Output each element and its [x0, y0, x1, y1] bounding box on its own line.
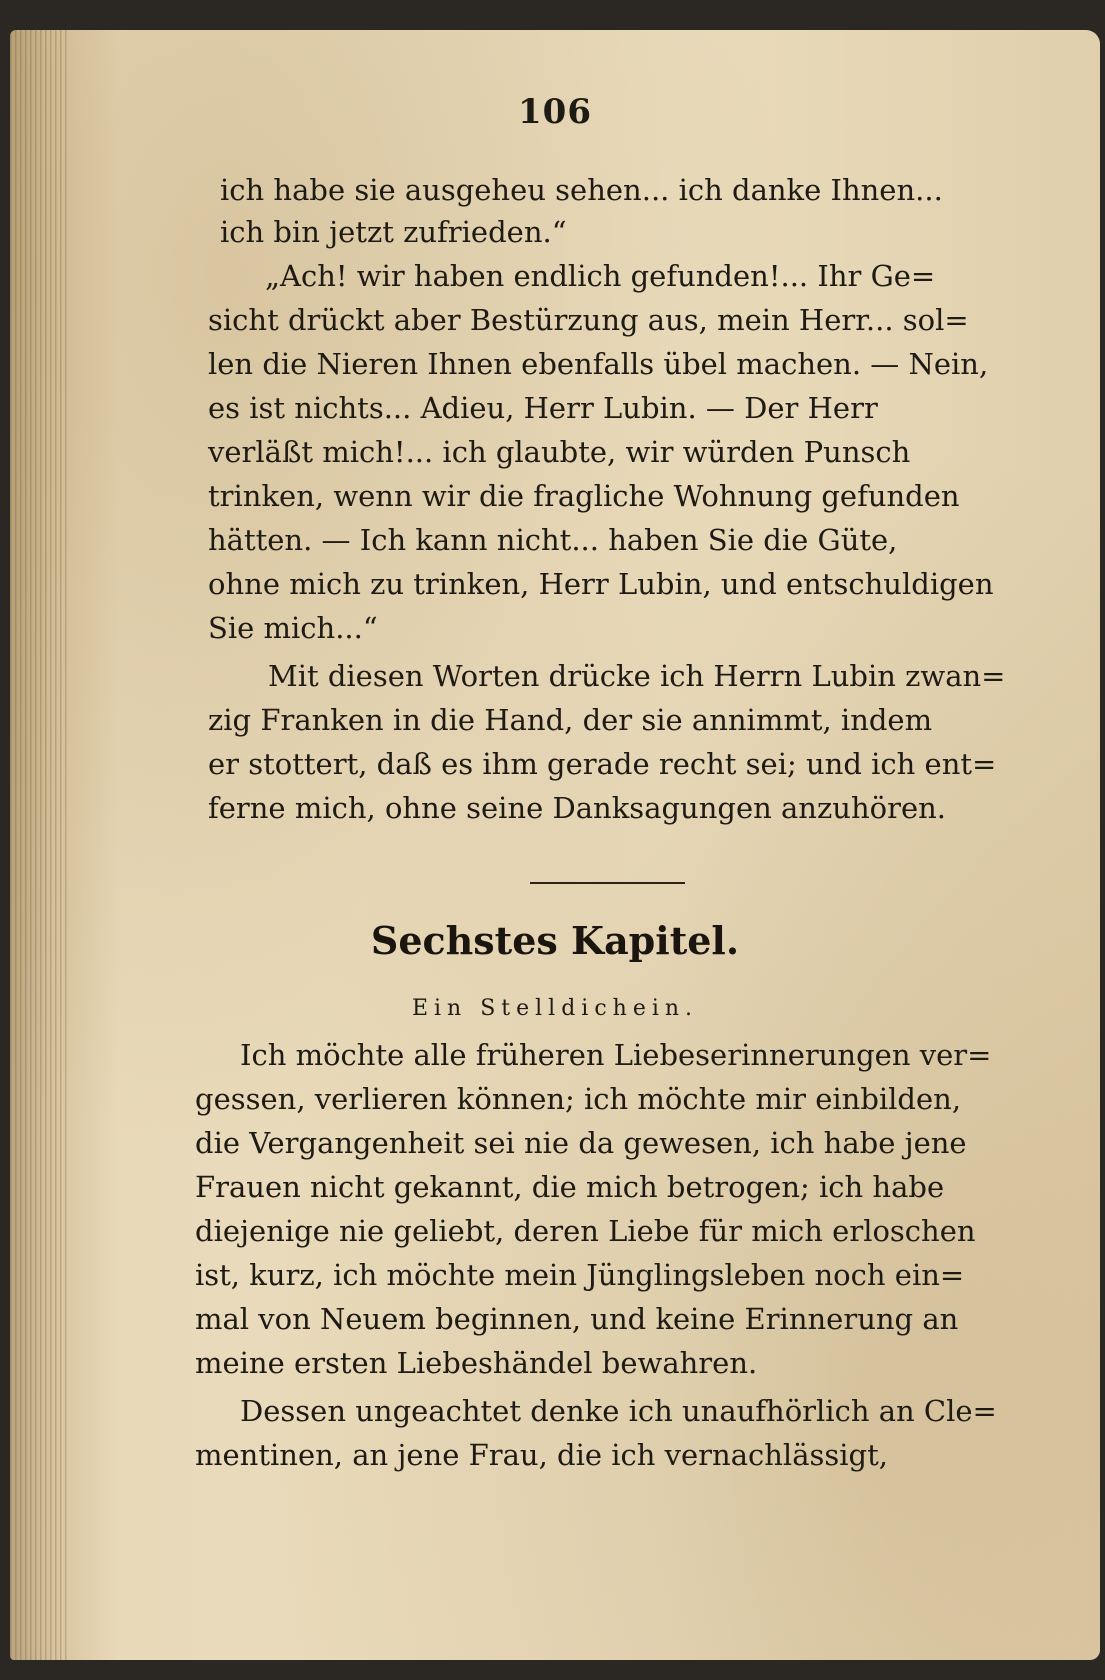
text-line: Sie mich...“ — [208, 611, 378, 645]
text-line: ferne mich, ohne seine Danksagungen anzuhören. — [208, 791, 946, 825]
text-line: len die Nieren Ihnen ebenfalls übel machen. — Nein, — [208, 347, 989, 381]
text-line: hätten. — Ich kann nicht... haben Sie die Güte, — [208, 523, 898, 557]
page-edge-shadow — [10, 30, 70, 1660]
text-line: gessen, verlieren können; ich möchte mir einbilden, — [195, 1082, 962, 1116]
section-divider — [530, 882, 685, 884]
page-number: 106 — [518, 92, 592, 132]
text-line: er stottert, daß es ihm gerade recht sei; und ich ent= — [208, 747, 997, 781]
text-line: diejenige nie geliebt, deren Liebe für mich erloschen — [195, 1214, 976, 1248]
text-line: Dessen ungeachtet denke ich unaufhörlich an Cle= — [240, 1394, 997, 1428]
text-line: Frauen nicht gekannt, die mich betrogen; ich habe — [195, 1170, 945, 1204]
text-line: die Vergangenheit sei nie da gewesen, ich habe jene — [195, 1126, 967, 1160]
text-line: mal von Neuem beginnen, und keine Erinnerung an — [195, 1302, 959, 1336]
text-line: ich bin jetzt zufrieden.“ — [220, 215, 567, 249]
text-line: meine ersten Liebeshändel bewahren. — [195, 1346, 758, 1380]
text-line: es ist nichts... Adieu, Herr Lubin. — Der Herr — [208, 391, 878, 425]
text-line: verläßt mich!... ich glaubte, wir würden Punsch — [208, 435, 911, 469]
book-page — [10, 30, 1100, 1660]
chapter-title: Sechstes Kapitel. — [370, 918, 740, 963]
text-line: Ich möchte alle früheren Liebeserinnerungen ver= — [240, 1038, 992, 1072]
text-line: ich habe sie ausgeheu sehen... ich danke Ihnen... — [220, 173, 943, 207]
text-line: mentinen, an jene Frau, die ich vernachlässigt, — [195, 1438, 888, 1472]
text-line: ohne mich zu trinken, Herr Lubin, und entschuldigen — [208, 567, 994, 601]
text-line: „Ach! wir haben endlich gefunden!... Ihr Ge= — [265, 259, 936, 293]
chapter-subtitle: Ein Stelldichein. — [411, 996, 699, 1021]
text-line: trinken, wenn wir die fragliche Wohnung gefunden — [208, 479, 960, 513]
text-line: sicht drückt aber Bestürzung aus, mein Herr... sol= — [208, 303, 969, 337]
text-line: ist, kurz, ich möchte mein Jünglingsleben noch ein= — [195, 1258, 965, 1292]
text-line: Mit diesen Worten drücke ich Herrn Lubin zwan= — [268, 659, 1006, 693]
text-line: zig Franken in die Hand, der sie annimmt, indem — [208, 703, 933, 737]
